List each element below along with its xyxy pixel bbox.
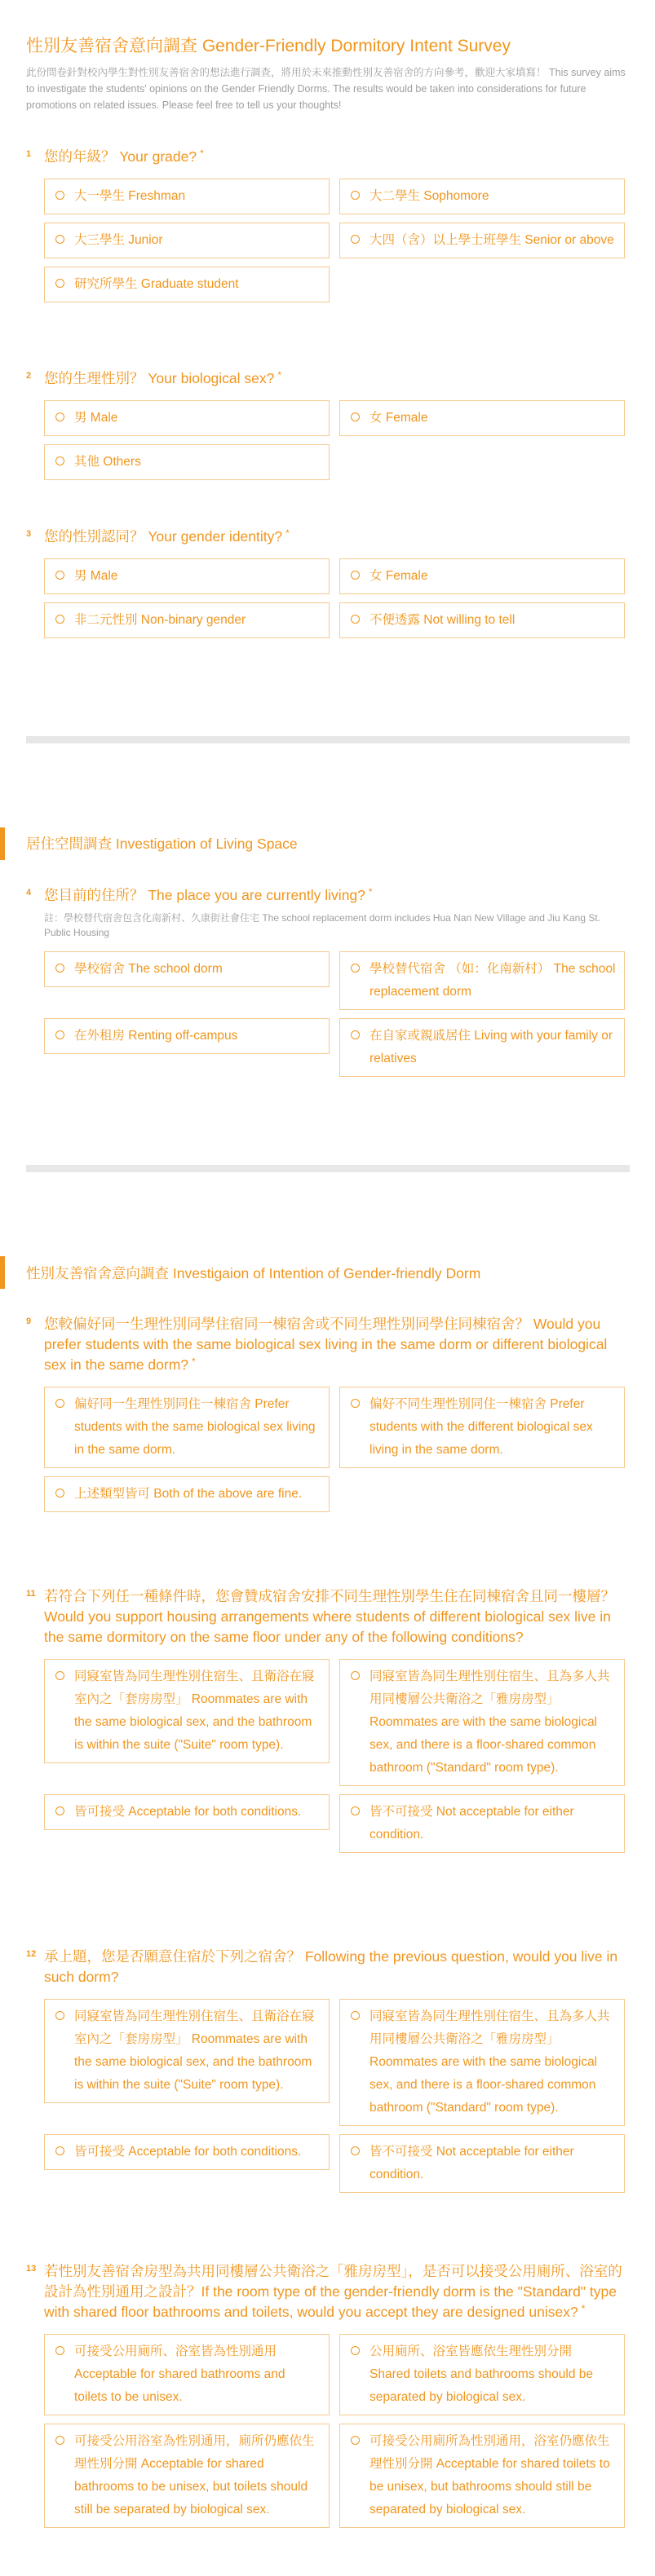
- option-label: 大三學生 Junior: [74, 233, 163, 247]
- option-graduate[interactable]: [44, 267, 330, 302]
- option-senior[interactable]: [339, 223, 625, 258]
- option-label: 男 Male: [74, 569, 118, 583]
- option-all-unisex[interactable]: [44, 2334, 330, 2415]
- option-male[interactable]: [44, 558, 330, 594]
- question-willing-to-live: [26, 1947, 630, 2193]
- option-label: 大四（含）以上學士班學生 Senior or above: [370, 233, 614, 247]
- option-label: 可接受公用廁所為性別通用，浴室仍應依生理性別分開 Acceptable for shared toilets to be unisex, but bathrooms should still be separated by biological sex.: [370, 2434, 610, 2516]
- option-freshman[interactable]: [44, 179, 330, 214]
- question-unisex-bathrooms: [26, 2261, 630, 2528]
- option-label: 大二學生 Sophomore: [370, 189, 489, 203]
- option-living-with-family[interactable]: [339, 1018, 625, 1077]
- question-number: 3: [26, 529, 32, 539]
- option-label: 皆不可接受 Not acceptable for either condition.: [370, 2145, 574, 2181]
- option-replacement-dorm[interactable]: [339, 951, 625, 1010]
- option-label: 皆不可接受 Not acceptable for either condition.: [370, 1805, 574, 1842]
- question-biological-sex: [26, 368, 630, 480]
- question-text: 您的生理性別？ Your biological sex?: [44, 370, 275, 386]
- radio-icon: [55, 412, 64, 421]
- radio-icon: [55, 1030, 64, 1039]
- option-both-fine[interactable]: [44, 1476, 330, 1512]
- radio-icon: [351, 1030, 360, 1039]
- question-current-residence: [26, 885, 630, 1077]
- option-label: 上述類型皆可 Both of the above are fine.: [74, 1487, 303, 1501]
- option-label: 女 Female: [370, 569, 428, 583]
- section-divider: [26, 1165, 630, 1172]
- option-non-binary[interactable]: [44, 602, 330, 638]
- option-standard-room[interactable]: [339, 1659, 625, 1786]
- radio-icon: [351, 412, 360, 421]
- options-grid: [44, 558, 630, 638]
- question-same-or-different-sex-dorm: [26, 1314, 630, 1512]
- question-support-mixed-floor: [26, 1586, 630, 1853]
- option-renting-off-campus[interactable]: [44, 1018, 330, 1054]
- options-grid: [44, 400, 630, 480]
- option-label: 可接受公用浴室為性別通用，廁所仍應依生理性別分開 Acceptable for shared bathrooms to be unisex, but toilets should still be separated by biological sex.: [74, 2434, 315, 2516]
- option-label: 非二元性別 Non-binary gender: [74, 613, 246, 627]
- option-acceptable-neither[interactable]: [339, 2134, 625, 2193]
- option-acceptable-neither[interactable]: [339, 1794, 625, 1853]
- option-male[interactable]: [44, 400, 330, 436]
- option-label: 皆可接受 Acceptable for both conditions.: [74, 2145, 302, 2159]
- question-number: 11: [26, 1589, 36, 1599]
- option-not-willing[interactable]: [339, 602, 625, 638]
- radio-icon: [351, 964, 360, 973]
- radio-icon: [55, 2146, 64, 2155]
- question-text: 若性別友善宿舍房型為共用同樓層公共衛浴之「雅房房型」，是否可以接受公用廁所、浴室的設計為性別通用之設計？If the room type of the gender-friendly dorm is the "Standard" type with shared floor bathrooms and toilets, would you accept they are designed unisex?: [44, 2263, 622, 2320]
- radio-icon: [351, 1399, 360, 1408]
- radio-icon: [351, 191, 360, 200]
- option-unisex-bathrooms-only[interactable]: [44, 2424, 330, 2528]
- option-sophomore[interactable]: [339, 179, 625, 214]
- question-header: [26, 527, 630, 547]
- radio-icon: [351, 615, 360, 624]
- question-gender-identity: [26, 527, 630, 638]
- radio-icon: [351, 1671, 360, 1680]
- option-label: 學校替代宿舍 （如：化南新村） The school replacement dorm: [370, 962, 616, 999]
- radio-icon: [351, 571, 360, 580]
- option-label: 同寢室皆為同生理性別住宿生、且衛浴在寢室內之「套房房型」 Roommates are with the same biological sex, and the bathroom is within the suite ("Suite" room type).: [74, 1670, 315, 1752]
- option-suite-room[interactable]: [44, 1659, 330, 1763]
- option-standard-room[interactable]: [339, 1999, 625, 2126]
- question-number: 1: [26, 149, 32, 159]
- required-mark: *: [200, 147, 204, 159]
- option-acceptable-both[interactable]: [44, 1794, 330, 1830]
- option-label: 可接受公用廁所、浴室皆為性別通用 Acceptable for shared bathrooms and toilets to be unisex.: [74, 2344, 285, 2404]
- option-junior[interactable]: [44, 223, 330, 258]
- question-header: [26, 1586, 630, 1647]
- option-female[interactable]: [339, 558, 625, 594]
- option-label: 同寢室皆為同生理性別住宿生、且衛浴在寢室內之「套房房型」 Roommates are with the same biological sex, and the bathroom is within the suite ("Suite" room type).: [74, 2009, 315, 2092]
- question-header: [26, 147, 630, 167]
- question-text: 您目前的住所？ The place you are currently living?: [44, 887, 365, 903]
- option-acceptable-both[interactable]: [44, 2134, 330, 2170]
- radio-icon: [351, 2011, 360, 2020]
- required-mark: *: [277, 368, 282, 381]
- option-label: 大一學生 Freshman: [74, 189, 186, 203]
- radio-icon: [351, 2436, 360, 2445]
- required-mark: *: [581, 2302, 586, 2314]
- question-number: 2: [26, 371, 32, 381]
- radio-icon: [55, 1489, 64, 1498]
- question-header: [26, 1314, 630, 1375]
- option-label: 男 Male: [74, 411, 118, 425]
- question-number: 4: [26, 888, 32, 898]
- question-header: [26, 368, 630, 389]
- option-label: 公用廁所、浴室皆應依生理性別分開 Shared toilets and bathrooms should be separated by biological sex.: [370, 2344, 594, 2404]
- option-label: 女 Female: [370, 411, 428, 425]
- radio-icon: [55, 191, 64, 200]
- options-grid: [44, 179, 630, 302]
- radio-icon: [55, 2346, 64, 2355]
- radio-icon: [55, 2011, 64, 2020]
- options-grid: [44, 1999, 630, 2193]
- section-title-living-space: 居住空間調查 Investigation of Living Space: [26, 836, 298, 852]
- option-prefer-same-sex[interactable]: [44, 1387, 330, 1468]
- form-header: [26, 36, 630, 113]
- question-text: 承上題，您是否願意住宿於下列之宿舍？ Following the previous question, would you live in such dorm?: [44, 1948, 618, 1985]
- question-text: 您較偏好同一生理性別同學住宿同一棟宿舍或不同生理性別同學住同棟宿舍？ Would you prefer students with the same biological sex living in the same dorm or different biological sex in the same dorm?: [44, 1316, 608, 1373]
- option-label: 皆可接受 Acceptable for both conditions.: [74, 1805, 302, 1819]
- radio-icon: [55, 235, 64, 244]
- form-title: 性別友善宿舍意向調查 Gender-Friendly Dormitory Intent Survey: [26, 37, 511, 55]
- radio-icon: [351, 2146, 360, 2155]
- option-female[interactable]: [339, 400, 625, 436]
- option-all-separated[interactable]: [339, 2334, 625, 2415]
- option-label: 同寢室皆為同生理性別住宿生、且為多人共用同樓層公共衛浴之「雅房房型」 Roommates are with the same biological sex, and there is a floor-shared common bathroom ("Standard" room type).: [370, 1670, 610, 1775]
- section-accent-bar: [0, 1256, 5, 1289]
- options-grid: [44, 2334, 630, 2528]
- question-grade: [26, 147, 630, 302]
- question-text: 您的性別認同？ Your gender identity?: [44, 528, 283, 545]
- radio-icon: [55, 964, 64, 973]
- form-description: 此份問卷針對校內學生對性別友善宿舍的想法進行調查，將用於未來推動性別友善宿舍的方向參考，歡迎大家填寫！ This survey aims to investigate the students' opinions on the Gender Friendly Dorms. The results would be taken into considerations for future promotions on related issues. Please feel free to tell us your thoughts!: [26, 67, 626, 112]
- options-grid: [44, 1659, 630, 1853]
- question-number: 13: [26, 2264, 37, 2274]
- options-grid: [44, 951, 630, 1077]
- radio-icon: [55, 1806, 64, 1815]
- option-others[interactable]: [44, 444, 330, 480]
- option-prefer-different-sex[interactable]: [339, 1387, 625, 1468]
- option-label: 同寢室皆為同生理性別住宿生、且為多人共用同樓層公共衛浴之「雅房房型」 Roommates are with the same biological sex, and there is a floor-shared common bathroom ("Standard" room type).: [370, 2009, 610, 2115]
- option-label: 偏好同一生理性別同住一棟宿舍 Prefer students with the same biological sex living in the same dorm.: [74, 1397, 316, 1457]
- option-unisex-toilets-only[interactable]: [339, 2424, 625, 2528]
- question-number: 9: [26, 1317, 32, 1326]
- option-label: 不便透露 Not willing to tell: [370, 613, 516, 627]
- radio-icon: [55, 279, 64, 288]
- question-header: [26, 2261, 630, 2322]
- options-grid: [44, 1387, 630, 1512]
- radio-icon: [351, 235, 360, 244]
- option-label: 在外租房 Renting off-campus: [74, 1029, 238, 1043]
- radio-icon: [55, 1399, 64, 1408]
- radio-icon: [55, 457, 64, 465]
- question-text: 若符合下列任一種條件時，您會贊成宿舍安排不同生理性別學生住在同棟宿舍且同一樓層？Would you support housing arrangements where students of different biological sex live in the same dormitory on the same floor under any of the following conditions?: [44, 1588, 615, 1645]
- question-text: 您的年級？ Your grade?: [44, 148, 197, 165]
- option-label: 其他 Others: [74, 455, 141, 469]
- option-suite-room[interactable]: [44, 1999, 330, 2103]
- radio-icon: [351, 2346, 360, 2355]
- radio-icon: [55, 615, 64, 624]
- option-school-dorm[interactable]: [44, 951, 330, 987]
- question-number: 12: [26, 1949, 37, 1959]
- required-mark: *: [368, 885, 373, 898]
- section-title-gender-friendly: 性別友善宿舍意向調查 Investigaion of Intention of Gender-friendly Dorm: [26, 1265, 481, 1281]
- radio-icon: [351, 1806, 360, 1815]
- option-label: 研究所學生 Graduate student: [74, 277, 239, 291]
- question-header: [26, 1947, 630, 1987]
- option-label: 學校宿舍 The school dorm: [74, 962, 223, 976]
- radio-icon: [55, 1671, 64, 1680]
- option-label: 在自家或親戚居住 Living with your family or relatives: [370, 1029, 613, 1065]
- required-mark: *: [285, 527, 290, 539]
- radio-icon: [55, 2436, 64, 2445]
- question-header: [26, 885, 630, 906]
- option-label: 偏好不同生理性別同住一棟宿舍 Prefer students with the different biological sex living in the same dorm.: [370, 1397, 593, 1457]
- required-mark: *: [192, 1355, 196, 1367]
- question-note: 註：學校替代宿舍包含化南新村、久康街社會住宅 The school replacement dorm includes Hua Nan New Village and Jiu Kang St. Public Housing: [44, 912, 601, 938]
- section-divider: [26, 736, 630, 743]
- section-accent-bar: [0, 827, 5, 860]
- radio-icon: [55, 571, 64, 580]
